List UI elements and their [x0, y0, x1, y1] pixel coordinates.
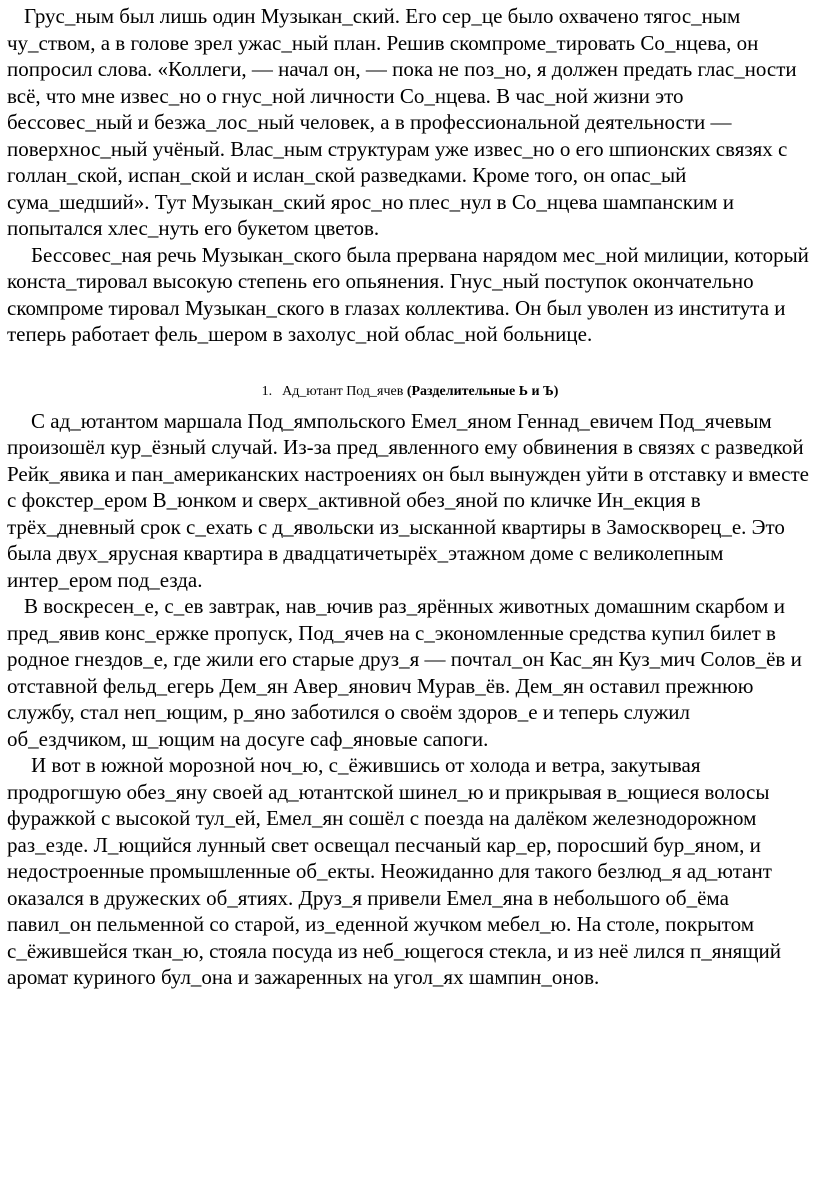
paragraph-gap	[7, 348, 813, 382]
paragraph-2: Бессовес_ная речь Музыкан_ского была прервана нарядом мес_ной милиции, который конста_тировал высокую степень его опьянения. Гнус_ный поступок окончательно скомпроме тировал Музыкан_ского в глазах коллектива. Он был уволен из института и теперь работает фель_шером в захолус_ной облас_ной больнице.	[7, 242, 809, 346]
paragraph-4: В воскресен_е, с_ев завтрак, нав_ючив раз_ярённых животных домашним скарбом и пред_явив конс_ержке пропуск, Под_ячев на с_экономленные средства купил билет в родное гнездов_е, где жили его старые друз_я — почтал_он Кас_ян Куз_мич Солов_ёв и отставной фельд_егерь Дем_ян Авер_янович Мурав_ёв. Дем_ян оставил прежнюю службу, стал неп_ющим, р_яно заботился о своём здоров_е и теперь служил об_ездчиком, ш_ющим на досуге саф_яновые сапоги.	[7, 594, 802, 751]
document-page	[7, 3, 813, 991]
paragraph-1: Грус_ным был лишь один Музыкан_ский. Его сер_це было охвачено тягос_ным чу_ством, а в голове зрел ужас_ный план. Решив скомпроме_тировать Со_нцева, он попросил слова. «Коллеги, — начал он, — пока не поз_но, я должен предать глас_ности всё, что мне извес_но о гнус_ной личности Со_нцева. В час_ной жизни это бессовес_ный и безжа_лос_ный человек, а в профессиональной деятельности — поверхнос_ный учёный. Влас_ным структурам уже извес_но о его шпионских связях с голлан_ской, испан_ской и ислан_ской разведками. Кроме того, он опас_ый сума_шедший». Тут Музыкан_ский ярос_но плес_нул в Со_нцева шампанским и попытался хлес_нуть его букетом цветов.	[7, 4, 797, 240]
heading-subtitle: (Разделительные Ь и Ъ)	[406, 383, 559, 399]
heading-number: 1.	[261, 383, 273, 399]
paragraph-3: С ад_ютантом маршала Под_ямпольского Емел_яном Геннад_евичем Под_ячевым произошёл кур_ёзный случай. Из-за пред_явленного ему обвинения в связях с разведкой Рейк_явика и пан_американских настроениях он был вынужден уйти в отставку и вместе с фокстер_ером В_юнком и сверх_активной обез_яной по кличке Ин_екция в трёх_дневный срок с_ехать с д_явольски из_ысканной квартиры в Замоскворец_е. Это была двух_ярусная квартира в двадцатичетырёх_этажном доме с великолепным интер_ером под_езда.	[7, 408, 809, 592]
section-heading	[7, 382, 813, 402]
paragraph-5: И вот в южной морозной ноч_ю, с_ёжившись от холода и ветра, закутывая продрогшую обез_яну своей ад_ютантской шинел_ю и прикрывая в_ющиеся волосы фуражкой с высокой тул_ей, Емел_ян сошёл с поезда на далёком железнодорожном раз_езде. Л_ющийся лунный свет освещал песчаный кар_ер, поросший бур_яном, и недостроенные промышленные об_екты. Неожиданно для такого безлюд_я ад_ютант оказался в дружеских об_ятиях. Друз_я привели Емел_яна в небольшого об_ёма павил_он пельменной со старой, из_еденной жучком мебел_ю. На столе, покрытом с_ёжившейся ткан_ю, стояла посуда из неб_ющегося стекла, и из неё лился п_янящий аромат куриного бул_она и зажаренных на угол_ях шампин_онов.	[7, 753, 781, 989]
heading-title: Ад_ютант Под_ячев	[282, 383, 404, 399]
